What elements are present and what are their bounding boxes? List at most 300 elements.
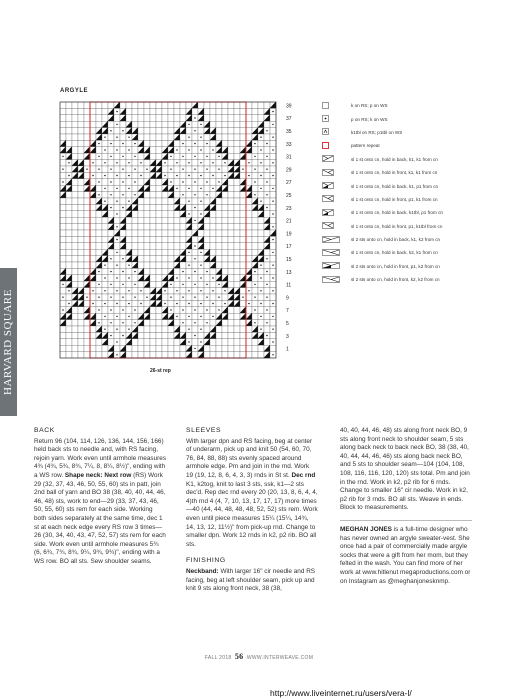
chart-cell — [108, 121, 114, 127]
chart-cell — [252, 185, 258, 191]
chart-cell — [66, 249, 72, 255]
chart-cell — [246, 121, 252, 127]
legend-label: sl 1 st onto cn, hold in front, p1, k1 from cn — [351, 196, 438, 202]
chart-cell — [228, 147, 234, 153]
chart-cell — [90, 128, 96, 134]
chart-cell — [138, 224, 144, 230]
chart-cell — [60, 288, 66, 294]
chart-cell — [168, 352, 174, 358]
purl-dot — [194, 245, 195, 246]
chart-cell — [60, 230, 66, 236]
chart-cell — [216, 115, 222, 121]
chart-cell — [138, 134, 144, 140]
chart-cell — [264, 160, 270, 166]
legend-label: sl 1 st onto cn, hold in front, p1, k1tbl from cn — [351, 223, 443, 229]
purl-dot — [98, 271, 99, 272]
chart-cell — [150, 204, 156, 210]
chart-cell — [246, 352, 252, 358]
chart-cell — [168, 134, 174, 140]
chart-cell — [210, 224, 216, 230]
chart-cell — [192, 147, 198, 153]
chart-cell — [72, 236, 78, 242]
chart-cell — [222, 115, 228, 121]
chart-cell — [246, 224, 252, 230]
purl-dot — [194, 156, 195, 157]
chart-cell — [192, 326, 198, 332]
purl-dot — [260, 303, 261, 304]
purl-dot — [218, 169, 219, 170]
chart-cell — [66, 320, 72, 326]
chart-cell — [222, 236, 228, 242]
chart-cell — [120, 275, 126, 281]
chart-cell — [252, 115, 258, 121]
chart-cell — [228, 115, 234, 121]
chart-cell — [156, 140, 162, 146]
chart-cell — [240, 300, 246, 306]
chart-cell — [156, 115, 162, 121]
row-number: 13 — [286, 269, 292, 276]
chart-cell — [180, 326, 186, 332]
chart-cell — [234, 179, 240, 185]
chart-cell — [72, 275, 78, 281]
chart-cell — [156, 249, 162, 255]
purl-dot — [224, 162, 225, 163]
chart-cell — [192, 313, 198, 319]
chart-cell — [258, 115, 264, 121]
chart-cell — [90, 204, 96, 210]
chart-cell — [144, 172, 150, 178]
chart-cell — [96, 243, 102, 249]
chart-cell — [228, 332, 234, 338]
purl-dot — [104, 303, 105, 304]
chart-cell — [216, 345, 222, 351]
chart-cell — [198, 281, 204, 287]
chart-cell — [192, 198, 198, 204]
legend-item — [322, 273, 502, 286]
chart-cell — [150, 352, 156, 358]
chart-cell — [138, 115, 144, 121]
chart-cell — [222, 134, 228, 140]
purl-dot — [128, 188, 129, 189]
chart-cell — [144, 134, 150, 140]
chart-cell — [90, 121, 96, 127]
chart-cell — [84, 243, 90, 249]
chart-cell — [138, 352, 144, 358]
purl-dot — [116, 277, 117, 278]
purl-dot — [176, 316, 177, 317]
chart-cell — [186, 140, 192, 146]
purl-dot — [266, 322, 267, 323]
purl-dot — [266, 181, 267, 182]
chart-cell — [114, 140, 120, 146]
chart-cell — [270, 128, 276, 134]
chart-cell — [102, 352, 108, 358]
chart-cell — [174, 115, 180, 121]
chart-cell — [228, 211, 234, 217]
chart-cell — [66, 236, 72, 242]
chart-cell — [198, 320, 204, 326]
chart-cell — [102, 108, 108, 114]
chart-cell — [78, 153, 84, 159]
chart-cell — [78, 352, 84, 358]
chart-legend — [322, 99, 502, 286]
chart-cell — [210, 294, 216, 300]
chart-cell — [210, 179, 216, 185]
chart-cell — [60, 345, 66, 351]
chart-cell — [162, 345, 168, 351]
chart-cell — [192, 352, 198, 358]
chart-cell — [84, 115, 90, 121]
purl-dot — [212, 188, 213, 189]
chart-cell — [126, 108, 132, 114]
purl-dot — [218, 284, 219, 285]
chart-cell — [78, 326, 84, 332]
chart-cell — [246, 249, 252, 255]
chart-cell — [102, 192, 108, 198]
chart-cell — [84, 332, 90, 338]
chart-cell — [192, 160, 198, 166]
purl-dot — [116, 290, 117, 291]
chart-cell — [72, 326, 78, 332]
chart-cell — [138, 198, 144, 204]
chart-cell — [198, 294, 204, 300]
purl-dot — [206, 143, 207, 144]
purl-dot — [272, 111, 273, 112]
chart-cell — [204, 352, 210, 358]
chart-cell — [210, 320, 216, 326]
chart-cell — [228, 128, 234, 134]
chart-cell — [264, 102, 270, 108]
purl-dot — [170, 284, 171, 285]
chart-cell — [84, 102, 90, 108]
chart-cell — [162, 332, 168, 338]
purl-dot — [116, 303, 117, 304]
purl-dot — [116, 175, 117, 176]
chart-cell — [240, 288, 246, 294]
chart-cell — [270, 140, 276, 146]
chart-cell — [234, 345, 240, 351]
chart-cell — [60, 217, 66, 223]
chart-cell — [168, 236, 174, 242]
chart-cell — [174, 153, 180, 159]
chart-cell — [120, 326, 126, 332]
chart-cell — [144, 256, 150, 262]
chart-cell — [108, 339, 114, 345]
purl-dot — [110, 169, 111, 170]
chart-cell — [204, 288, 210, 294]
purl-dot — [200, 201, 201, 202]
purl-dot — [62, 169, 63, 170]
chart-cell — [72, 243, 78, 249]
chart-cell — [102, 166, 108, 172]
chart-cell — [150, 345, 156, 351]
chart-cell — [72, 192, 78, 198]
chart-cell — [120, 172, 126, 178]
chart-cell — [222, 204, 228, 210]
chart-cell — [216, 128, 222, 134]
designer-bio: MEGHAN JONES is a full-time designer who has never owned an argyle sweater-vest. She once had a pair of commercially made argyle socks that were a gift from her mom, but they felted in the wash. You can find more of her work at www.hitlenut megaproductions.com or on Instagram as @meghanjonesknmp. — [340, 525, 471, 585]
chart-cell — [108, 288, 114, 294]
chart-cell — [144, 217, 150, 223]
chart-cell — [258, 320, 264, 326]
chart-cell — [222, 224, 228, 230]
chart-cell — [234, 224, 240, 230]
chart-cell — [234, 249, 240, 255]
chart-cell — [150, 243, 156, 249]
legend-label: sl 1 st onto cn, hold in front, k1, k1 from cn — [351, 170, 438, 176]
row-number: 15 — [286, 257, 292, 264]
chart-cell — [66, 134, 72, 140]
chart-cell — [156, 217, 162, 223]
cable-2-1-purl-icon — [322, 262, 342, 270]
chart-cell — [270, 115, 276, 121]
chart-cell — [78, 211, 84, 217]
purl-dot — [200, 303, 201, 304]
chart-cell — [156, 198, 162, 204]
chart-cell — [66, 262, 72, 268]
chart-cell — [162, 115, 168, 121]
chart-cell — [258, 268, 264, 274]
chart-cell — [60, 102, 66, 108]
legend-item — [322, 179, 502, 192]
purl-dot — [194, 181, 195, 182]
chart-cell — [180, 108, 186, 114]
purl-dot — [128, 201, 129, 202]
purl-dot — [248, 290, 249, 291]
purl-dot — [170, 309, 171, 310]
purl-dot — [188, 329, 189, 330]
chart-cell — [234, 134, 240, 140]
chart-cell — [168, 121, 174, 127]
chart-cell — [108, 102, 114, 108]
chart-cell — [126, 320, 132, 326]
legend-label: p on RS; k on WS — [351, 116, 388, 122]
chart-cell — [90, 307, 96, 313]
purl-dot — [206, 322, 207, 323]
chart-cell — [192, 211, 198, 217]
chart-cell — [192, 262, 198, 268]
chart-cell — [78, 332, 84, 338]
chart-cell — [240, 198, 246, 204]
chart-cell — [90, 236, 96, 242]
chart-cell — [228, 185, 234, 191]
chart-cell — [204, 198, 210, 204]
chart-cell — [246, 281, 252, 287]
purl-dot — [170, 297, 171, 298]
chart-cell — [216, 134, 222, 140]
chart-cell — [156, 243, 162, 249]
chart-cell — [72, 153, 78, 159]
chart-cell — [96, 160, 102, 166]
chart-cell — [162, 339, 168, 345]
chart-cell — [246, 332, 252, 338]
chart-cell — [174, 339, 180, 345]
purl-dot — [218, 156, 219, 157]
chart-cell — [144, 115, 150, 121]
chart-cell — [216, 300, 222, 306]
chart-cell — [150, 179, 156, 185]
chart-cell — [126, 224, 132, 230]
chart-cell — [168, 128, 174, 134]
chart-cell — [216, 288, 222, 294]
chart-cell — [174, 211, 180, 217]
chart-cell — [204, 147, 210, 153]
chart-cell — [66, 230, 72, 236]
chart-cell — [72, 121, 78, 127]
purl-dot — [224, 290, 225, 291]
chart-cell — [78, 185, 84, 191]
purl-dot — [110, 156, 111, 157]
purl-dot — [260, 188, 261, 189]
chart-cell — [174, 230, 180, 236]
chart-cell — [138, 217, 144, 223]
argyle-chart — [58, 100, 303, 362]
purl-dot — [260, 290, 261, 291]
chart-cell — [270, 166, 276, 172]
purl-dot — [176, 162, 177, 163]
purl-dot — [116, 316, 117, 317]
legend-label: pattern repeat — [351, 143, 380, 149]
purl-dot — [266, 130, 267, 131]
chart-cell — [162, 198, 168, 204]
chart-cell — [174, 217, 180, 223]
chart-cell — [126, 140, 132, 146]
purl-dot — [134, 169, 135, 170]
chart-cell — [108, 185, 114, 191]
row-number: 17 — [286, 244, 292, 251]
chart-cell — [120, 313, 126, 319]
chart-cell — [240, 134, 246, 140]
chart-cell — [156, 211, 162, 217]
purl-dot — [134, 284, 135, 285]
chart-cell — [246, 243, 252, 249]
chart-cell — [180, 262, 186, 268]
purl-dot — [212, 277, 213, 278]
purl-dot — [254, 194, 255, 195]
chart-cell — [72, 249, 78, 255]
chart-cell — [168, 332, 174, 338]
purl-dot — [98, 322, 99, 323]
chart-cell — [132, 121, 138, 127]
chart-cell — [60, 236, 66, 242]
chart-cell — [60, 243, 66, 249]
purl-dot — [272, 226, 273, 227]
purl-dot — [188, 188, 189, 189]
chart-cell — [228, 275, 234, 281]
chart-cell — [258, 108, 264, 114]
chart-cell — [240, 140, 246, 146]
chart-cell — [138, 281, 144, 287]
purl-dot — [272, 341, 273, 342]
purl-dot — [254, 284, 255, 285]
chart-cell — [234, 204, 240, 210]
chart-cell — [234, 153, 240, 159]
chart-cell — [162, 326, 168, 332]
chart-cell — [234, 332, 240, 338]
chart-cell — [234, 128, 240, 134]
chart-cell — [252, 236, 258, 242]
purl-dot — [224, 175, 225, 176]
chart-cell — [204, 160, 210, 166]
sleeves-column — [186, 427, 318, 594]
chart-cell — [90, 256, 96, 262]
chart-cell — [240, 262, 246, 268]
chart-cell — [78, 128, 84, 134]
purl-dot — [92, 162, 93, 163]
chart-cell — [96, 224, 102, 230]
chart-cell — [120, 147, 126, 153]
chart-cell — [222, 249, 228, 255]
chart-cell — [234, 108, 240, 114]
chart-cell — [270, 268, 276, 274]
chart-cell — [144, 243, 150, 249]
chart-cell — [114, 307, 120, 313]
purl-dot — [188, 303, 189, 304]
purl-dot — [62, 284, 63, 285]
purl-dot — [176, 175, 177, 176]
chart-cell — [180, 352, 186, 358]
chart-cell — [234, 320, 240, 326]
chart-cell — [222, 243, 228, 249]
finishing-continued-column — [340, 427, 472, 586]
chart-cell — [252, 288, 258, 294]
purl-dot — [86, 169, 87, 170]
chart-cell — [60, 352, 66, 358]
chart-cell — [84, 236, 90, 242]
chart-cell — [210, 192, 216, 198]
chart-cell — [114, 166, 120, 172]
chart-cell — [72, 345, 78, 351]
purl-dot — [122, 322, 123, 323]
chart-cell — [90, 262, 96, 268]
chart-cell — [72, 128, 78, 134]
chart-cell — [210, 268, 216, 274]
chart-cell — [150, 147, 156, 153]
chart-cell — [216, 172, 222, 178]
chart-cell — [96, 121, 102, 127]
chart-cell — [96, 345, 102, 351]
chart-cell — [144, 121, 150, 127]
chart-cell — [192, 236, 198, 242]
purl-dot — [188, 213, 189, 214]
chart-cell — [162, 108, 168, 114]
chart-cell — [168, 160, 174, 166]
chart-cell — [168, 288, 174, 294]
chart-cell — [216, 352, 222, 358]
chart-cell — [84, 128, 90, 134]
chart-cell — [168, 108, 174, 114]
purl-dot — [260, 316, 261, 317]
chart-cell — [180, 160, 186, 166]
chart-cell — [234, 102, 240, 108]
purl-dot — [200, 252, 201, 253]
chart-cell — [210, 140, 216, 146]
purl-dot — [104, 277, 105, 278]
purl-dot — [272, 175, 273, 176]
chart-cell — [168, 224, 174, 230]
chart-cell — [150, 313, 156, 319]
purl-dot — [122, 271, 123, 272]
chart-cell — [96, 339, 102, 345]
chart-cell — [96, 217, 102, 223]
legend-label: k on RS; p on WS — [351, 103, 388, 109]
chart-cell — [72, 108, 78, 114]
purl-dot — [110, 309, 111, 310]
chart-cell — [144, 128, 150, 134]
chart-cell — [78, 179, 84, 185]
chart-cell — [78, 192, 84, 198]
chart-cell — [102, 179, 108, 185]
